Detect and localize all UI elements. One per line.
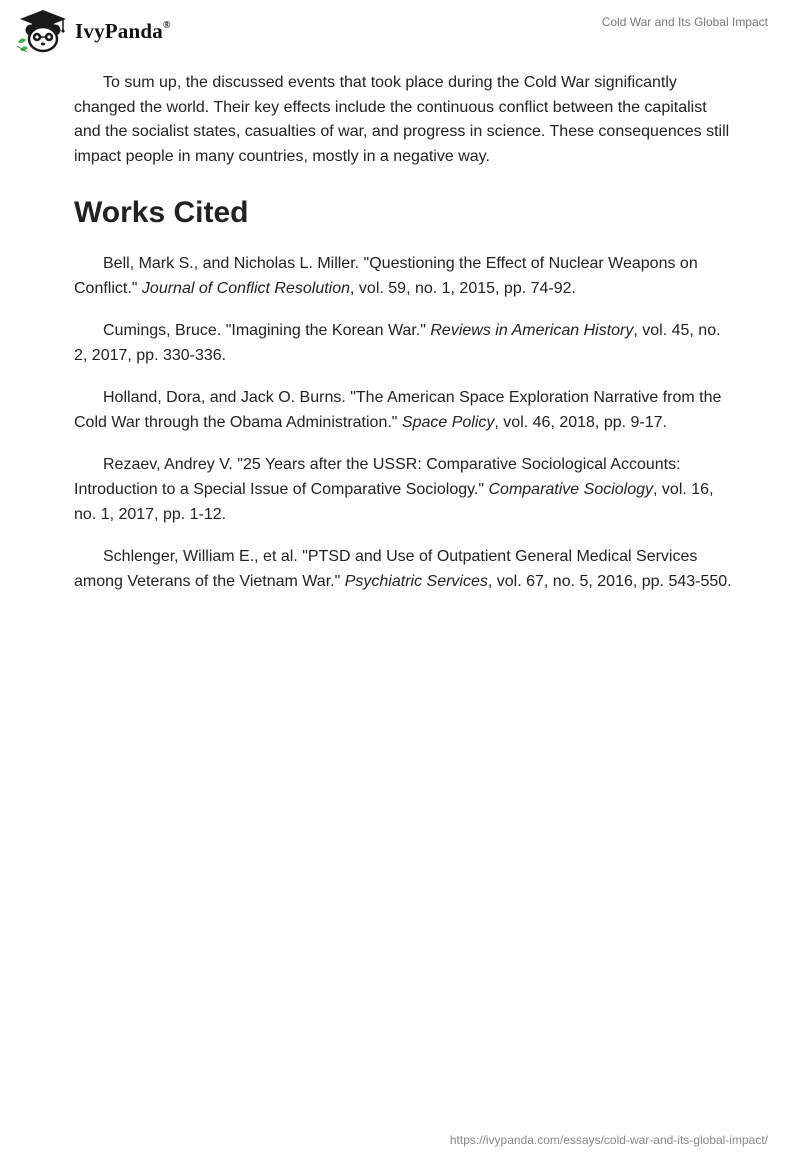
panda-graduate-icon xyxy=(14,8,72,54)
conclusion-paragraph: To sum up, the discussed events that took place during the Cold War significantly changed the world. Their key effects include the continuous conflict between the capitalist and the socialist states, casualties of war, and progress in science. These consequences still impact people in many countries, mostly in a negative way. xyxy=(74,74,730,165)
works-cited-list xyxy=(74,251,734,594)
citation-venue: Comparative Sociology xyxy=(488,481,654,498)
citation-entry: Cumings, Bruce. "Imagining the Korean War." Reviews in American History, vol. 45, no. 2, 2017, pp. 330-336. xyxy=(74,322,721,364)
source-url-link[interactable]: https://ivypanda.com/essays/cold-war-and-its-global-impact/ xyxy=(449,1133,768,1147)
brand-name: IvyPanda® xyxy=(75,18,171,43)
citation-venue: Psychiatric Services xyxy=(344,573,488,590)
citation-entry: Holland, Dora, and Jack O. Burns. "The American Space Exploration Narrative from the Cold War through the Obama Administration." Space Policy, vol. 46, 2018, pp. 9-17. xyxy=(74,389,722,431)
citation-venue: Reviews in American History xyxy=(430,322,634,339)
document-body xyxy=(74,71,734,611)
citation-venue: Journal of Conflict Resolution xyxy=(141,280,351,297)
document-title: Cold War and Its Global Impact xyxy=(601,15,768,29)
ivypanda-logo[interactable] xyxy=(14,8,171,54)
works-cited-heading: Works Cited xyxy=(74,196,249,229)
citation-entry: Schlenger, William E., et al. "PTSD and Use of Outpatient General Medical Services among Veterans of the Vietnam War." Psychiatric Services, vol. 67, no. 5, 2016, pp. 543-550. xyxy=(74,548,732,590)
citation-entry: Rezaev, Andrey V. "25 Years after the USSR: Comparative Sociological Accounts: Introduction to a Special Issue of Comparative Sociology." Comparative Sociology, vol. 16, no. 1, 2017, pp. 1-12. xyxy=(74,456,714,523)
citation-venue: Space Policy xyxy=(401,414,495,431)
page-header xyxy=(0,0,800,60)
citation-entry: Bell, Mark S., and Nicholas L. Miller. "Questioning the Effect of Nuclear Weapons on Conflict." Journal of Conflict Resolution, vol. 59, no. 1, 2015, pp. 74-92. xyxy=(74,255,698,297)
registered-mark: ® xyxy=(162,19,171,31)
